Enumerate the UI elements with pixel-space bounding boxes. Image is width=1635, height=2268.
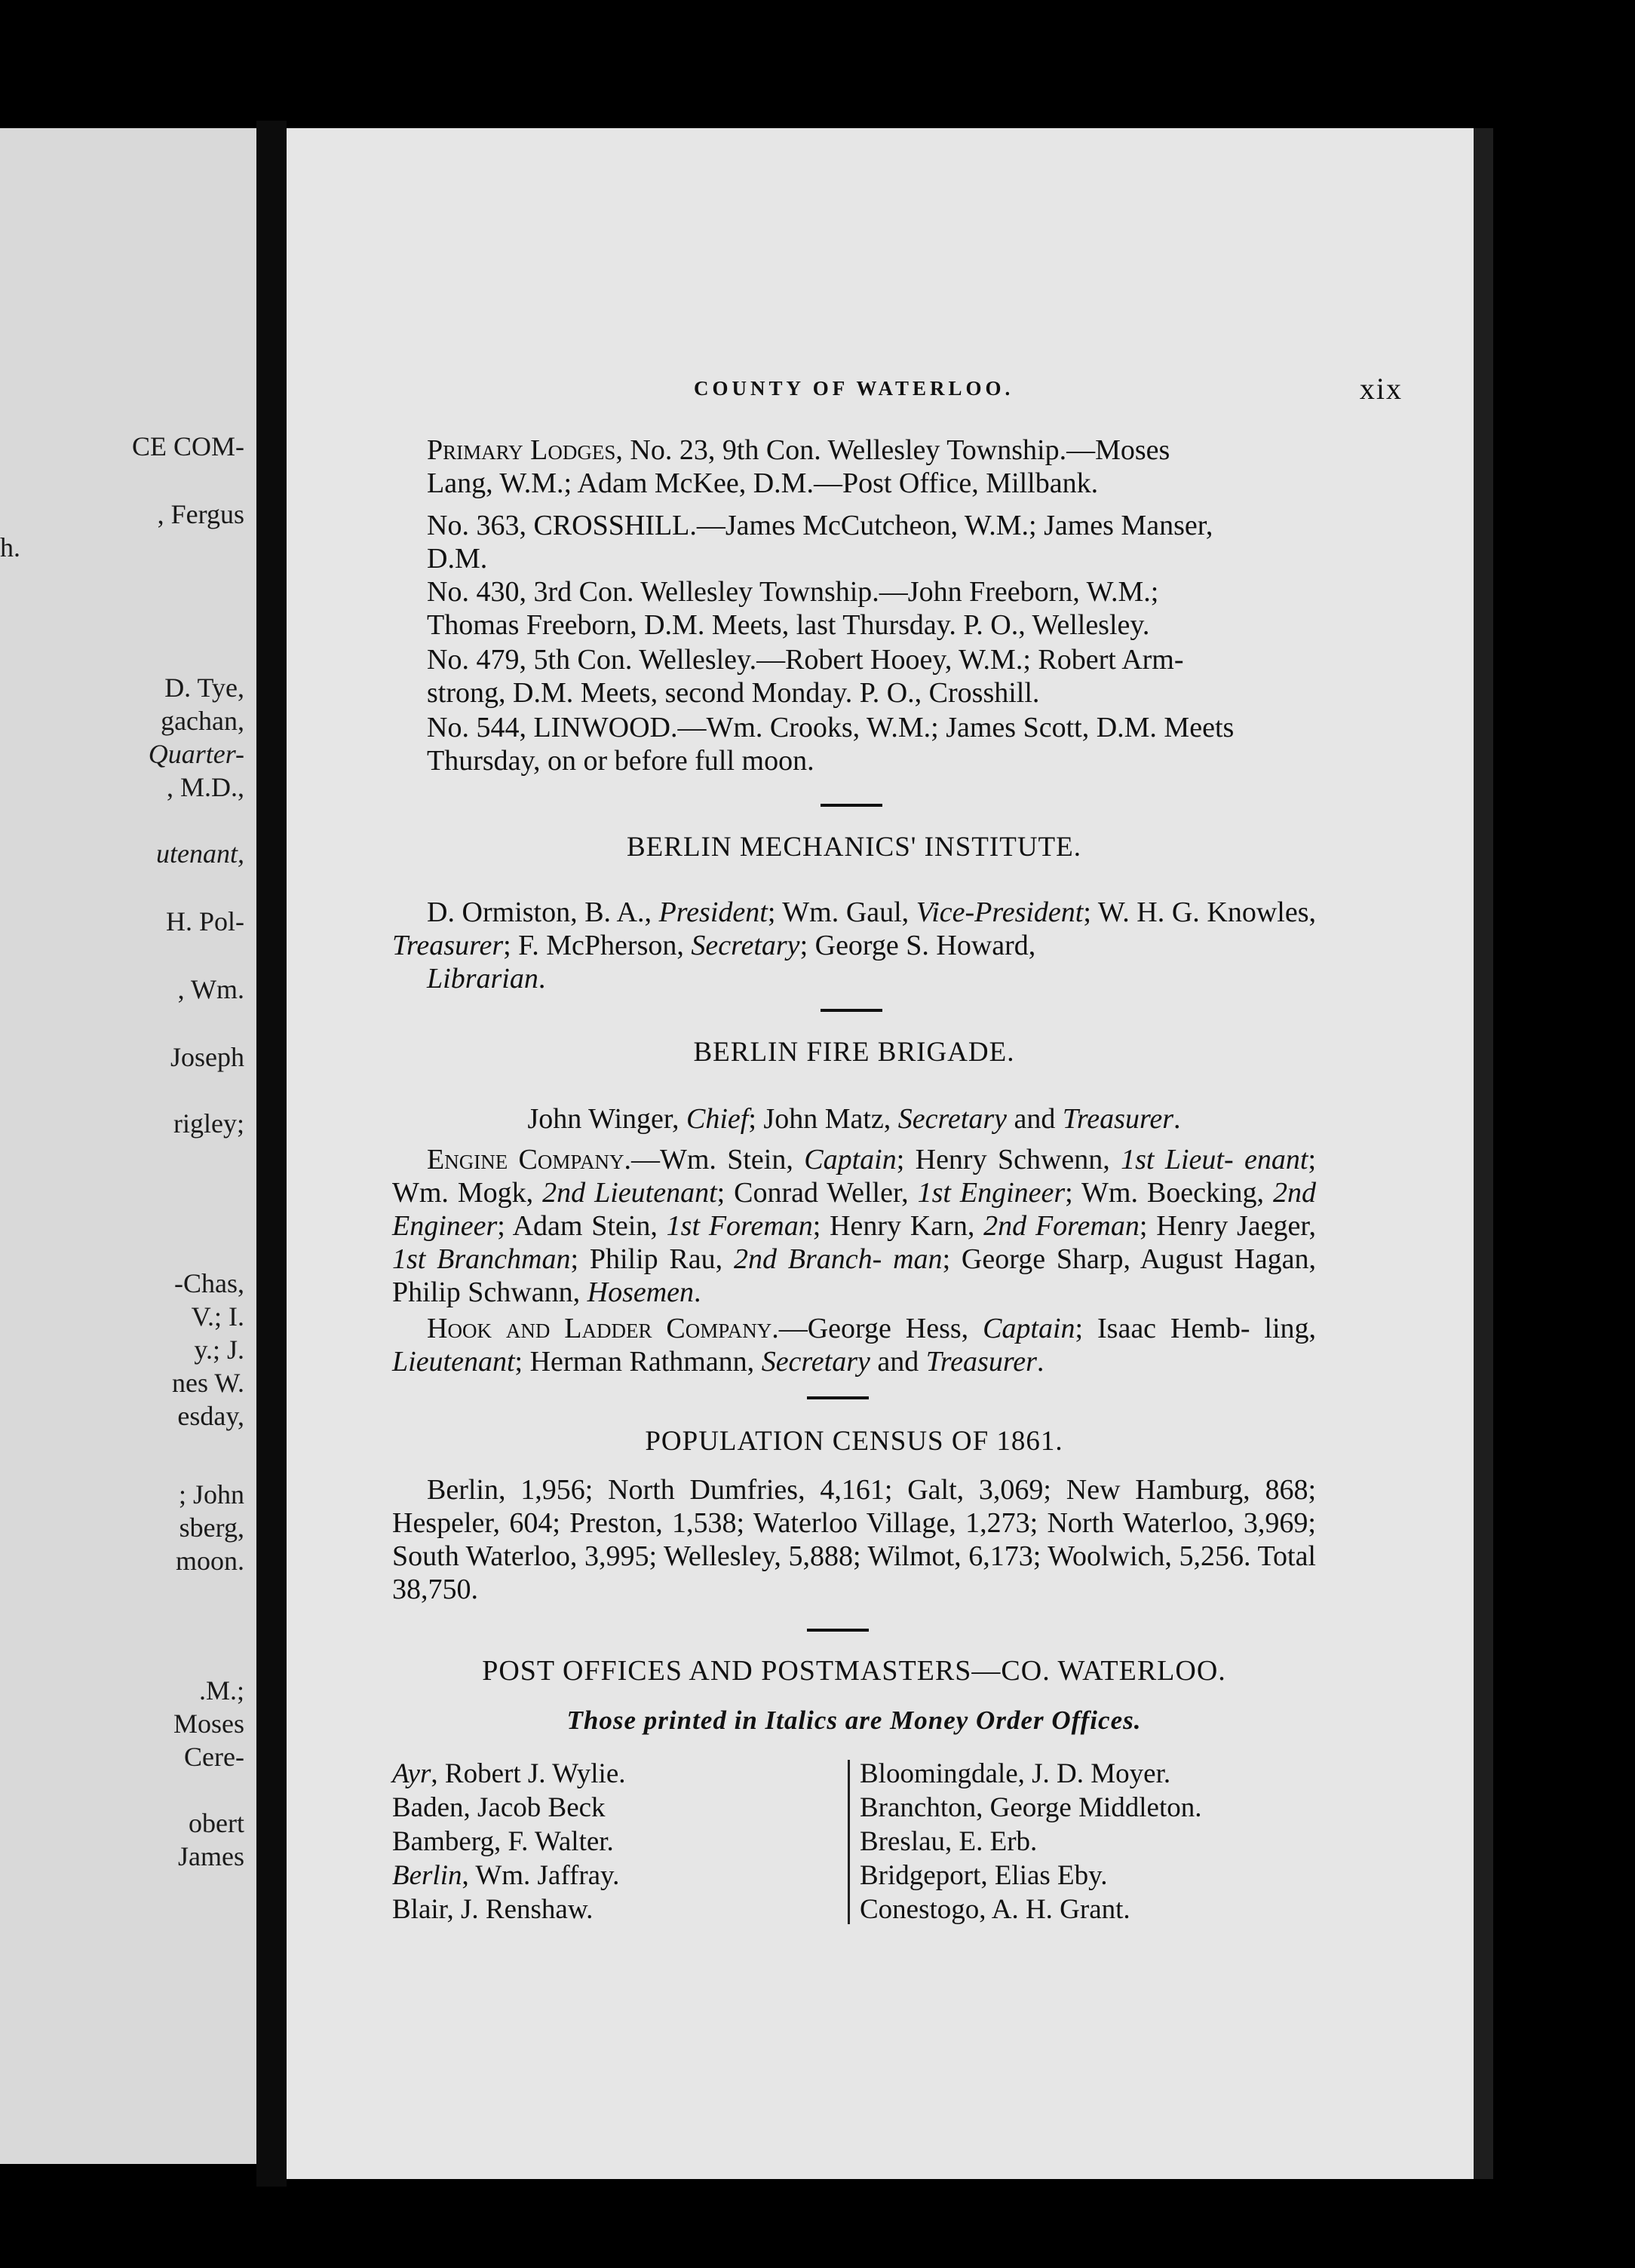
role: Treasurer [1062,1103,1173,1135]
text: ; F. McPherson, [503,930,692,961]
lodge-entry-544 [392,711,1316,777]
page-header-title: COUNTY OF WATERLOO. [694,377,1014,400]
postmaster: , Robert J. Wylie. [431,1758,626,1789]
lodge-text: No. 544, [427,712,534,743]
list-item [860,1859,1312,1893]
adjacent-text: gachan, [161,706,244,736]
adjacent-text: CE COM- [131,431,244,461]
role: 2nd Engineer [392,1177,1316,1242]
text: ; Herman Rathmann, [514,1346,762,1378]
adjacent-text: Moses [173,1709,244,1739]
section-rule [821,1009,882,1012]
heading-mechanics-institute: BERLIN MECHANICS' INSTITUTE. [627,832,1081,863]
adjacent-text: utenant, [156,838,244,869]
place-name: Breslau [860,1826,946,1857]
lodge-text: No. 430, 3rd Con. Wellesley Township.—John Freeborn, W.M.; [427,576,1159,608]
role: President [658,896,768,928]
post-office-column-right [860,1757,1312,1926]
fire-chief-line [392,1102,1316,1136]
money-order-note: Those printed in Italics are Money Order Offices. [566,1706,1142,1735]
text: ling, [1264,1313,1317,1344]
postmaster: , J. D. Moyer. [1017,1758,1171,1789]
text: ; John Matz, [748,1103,898,1135]
place-name: Branchton [860,1792,977,1823]
engine-company [392,1143,1316,1309]
lodge-text: No. 479, 5th Con. Wellesley.—Robert Hooey, W.M.; Robert Arm- [427,644,1184,676]
text: ; W. H. [1083,896,1165,928]
adjacent-text: H. Pol- [165,906,244,936]
postmaster: , Elias Eby. [980,1860,1108,1891]
role: 1st Branchman [392,1243,571,1275]
role: Secretary [897,1103,1007,1135]
place-name: Conestogo [860,1894,980,1925]
role: Lieutenant [392,1346,515,1378]
hook-ladder-company [392,1312,1316,1378]
lodge-text: Thomas Freeborn, D.M. Meets, last Thursday. P. O., Wellesley. [427,609,1150,641]
lodge-entry-430 [392,575,1316,642]
heading-post-offices: POST OFFICES AND POSTMASTERS—CO. WATERLOO. [482,1655,1226,1687]
list-item [860,1791,1312,1825]
list-item [392,1791,830,1825]
section-rule [807,1396,869,1399]
census-text: 868; Hespeler, 604; Preston, 1,538; Waterloo Village, 1,273; North [392,1474,1317,1539]
text: G. Knowles, [1171,896,1316,928]
lodge-entry-479 [392,643,1316,710]
postmaster: , Wm. Jaffray. [462,1860,620,1891]
postmaster: , F. Walter. [493,1826,614,1857]
role: enant [1244,1144,1308,1175]
text: —George Hess, [778,1313,983,1344]
role: 1st Engineer [917,1177,1066,1209]
adjacent-text: V.; I. [191,1301,244,1332]
role: 2nd Lieutenant [542,1177,717,1209]
postmaster: , George Middleton. [976,1792,1202,1823]
adjacent-text: obert [189,1808,244,1838]
adjacent-text: James [178,1841,244,1871]
role: Captain [804,1144,897,1175]
place-name: Bamberg [392,1826,494,1857]
text: and [1007,1103,1063,1135]
postmaster: , Jacob Beck [463,1792,606,1823]
lodge-text: Lang, W.M.; Adam McKee, D.M.—Post Office, Millbank. [427,467,1099,499]
text: D. Ormiston, B. A., [427,896,659,928]
adjacent-text: nes W. [171,1368,244,1398]
lodge-text: .—Wm. Crooks, W.M.; James Scott, D.M. Meets [670,712,1235,743]
text: ; Isaac Hemb- [1075,1313,1250,1344]
text: ; George Sharp, August Hagan, Philip Schwann, [392,1243,1317,1308]
adjacent-text: -Chas, [174,1268,244,1298]
adjacent-text: Cere- [184,1742,244,1772]
adjacent-text: sberg, [179,1513,244,1543]
text: ; Philip Rau, [570,1243,734,1275]
adjacent-text: Quarter- [148,739,244,769]
postmaster: , A. H. Grant. [979,1894,1130,1925]
postmaster: , J. Renshaw. [446,1894,594,1925]
section-rule [807,1629,869,1632]
role: Chief [686,1103,749,1135]
list-item [860,1825,1312,1859]
post-office-column-left [392,1757,830,1926]
section-lead: Primary Lodges, [427,434,623,466]
place-name: Bridgeport [860,1860,981,1891]
role: 1st Foreman [666,1210,813,1242]
role: Treasurer [392,930,504,961]
census-figures [392,1473,1316,1606]
text: ; George S. Howard, [799,930,1036,961]
role: Secretary [691,930,800,961]
text: . [694,1277,701,1308]
book-gutter [256,121,287,2187]
adjacent-text: , Wm. [177,974,244,1004]
adjacent-page-fragment [0,128,256,2164]
text: . [1173,1103,1181,1135]
role: 2nd Branch- [733,1243,882,1275]
text: —Wm. Stein, [630,1144,805,1175]
adjacent-text: h. [0,532,20,562]
lodge-text: .—James McCutcheon, W.M.; James Manser, [689,510,1213,541]
role: Librarian [427,963,538,995]
text: ; [1065,1177,1073,1209]
lodge-entry-363 [392,509,1316,575]
heading-fire-brigade: BERLIN FIRE BRIGADE. [693,1037,1015,1068]
text: ; Henry Jaeger, [1139,1210,1317,1242]
adjacent-text: Joseph [170,1042,244,1072]
adjacent-text: ; John [178,1479,244,1509]
role: Secretary [761,1346,870,1378]
role: Hosemen [587,1277,695,1308]
lodge-text: No. 363, [427,510,534,541]
lodge-place: LINWOOD [533,712,670,743]
text: ; Wm. Gaul, [767,896,916,928]
lodge-text: No. 23, 9th Con. Wellesley Township.—Moses [630,434,1170,466]
lodge-text: Thursday, on or before full moon. [427,745,814,777]
list-item [392,1825,830,1859]
census-text: Waterloo, 3,969; South Waterloo, 3,995; Wellesley, 5,888; Wilmot, [392,1507,1316,1572]
lodge-place: CROSSHILL [533,510,690,541]
column-divider [848,1760,850,1924]
post-office-list [392,1757,1316,1930]
adjacent-text: esday, [177,1401,244,1431]
adjacent-text: rigley; [173,1108,244,1139]
place-name: Baden [392,1792,464,1823]
list-item [860,1757,1312,1791]
postmaster: , E. Erb. [945,1826,1038,1857]
role: man [893,1243,943,1275]
text: . [538,963,546,995]
role: Captain [983,1313,1075,1344]
mechanics-officers [392,896,1316,995]
text: . [1036,1346,1044,1378]
text: and [870,1346,926,1378]
adjacent-text: .M.; [198,1675,244,1706]
role: 1st Lieut- [1121,1144,1234,1175]
role: 2nd Foreman [983,1210,1140,1242]
section-rule [821,804,882,807]
place-name: Bloomingdale [860,1758,1018,1789]
census-text: 6,173; Woolwich, 5,256. Total 38,750. [392,1540,1316,1605]
section-lead: Engine Company. [427,1144,631,1175]
section-lead: Hook and Ladder Company. [427,1313,779,1344]
text: Wm. Boecking, [1081,1177,1273,1209]
adjacent-text: y.; J. [194,1335,244,1365]
lodge-text: D.M. [427,543,488,575]
adjacent-text: D. Tye, [164,673,244,703]
adjacent-text: , M.D., [166,772,244,802]
role: Vice-President [916,896,1084,928]
text: ; Adam Stein, [497,1210,667,1242]
text: John Winger, [527,1103,687,1135]
heading-population-census: POPULATION CENSUS OF 1861. [645,1426,1063,1457]
list-item [860,1893,1312,1926]
census-text: Berlin, 1,956; North Dumfries, 4,161; Galt, 3,069; New Hamburg, [427,1474,1250,1506]
role: Treasurer [925,1346,1037,1378]
place-name: Ayr [392,1758,431,1789]
text: ; Henry Schwenn, [896,1144,1121,1175]
place-name: Blair [392,1894,447,1925]
list-item [392,1859,830,1893]
lodge-text: strong, D.M. Meets, second Monday. P. O., Crosshill. [427,677,1040,709]
page-number: xix [1359,372,1403,406]
list-item [392,1893,830,1926]
list-item [392,1757,830,1791]
adjacent-text: moon. [175,1546,244,1576]
text: ; Henry Karn, [812,1210,975,1242]
lodge-entry-primary [392,434,1316,500]
adjacent-text: , Fergus [157,499,244,529]
running-head [392,372,1403,407]
text: ; Conrad Weller, [716,1177,918,1209]
text: ; Wm. Mogk, [392,1144,1316,1209]
place-name: Berlin [392,1860,462,1891]
